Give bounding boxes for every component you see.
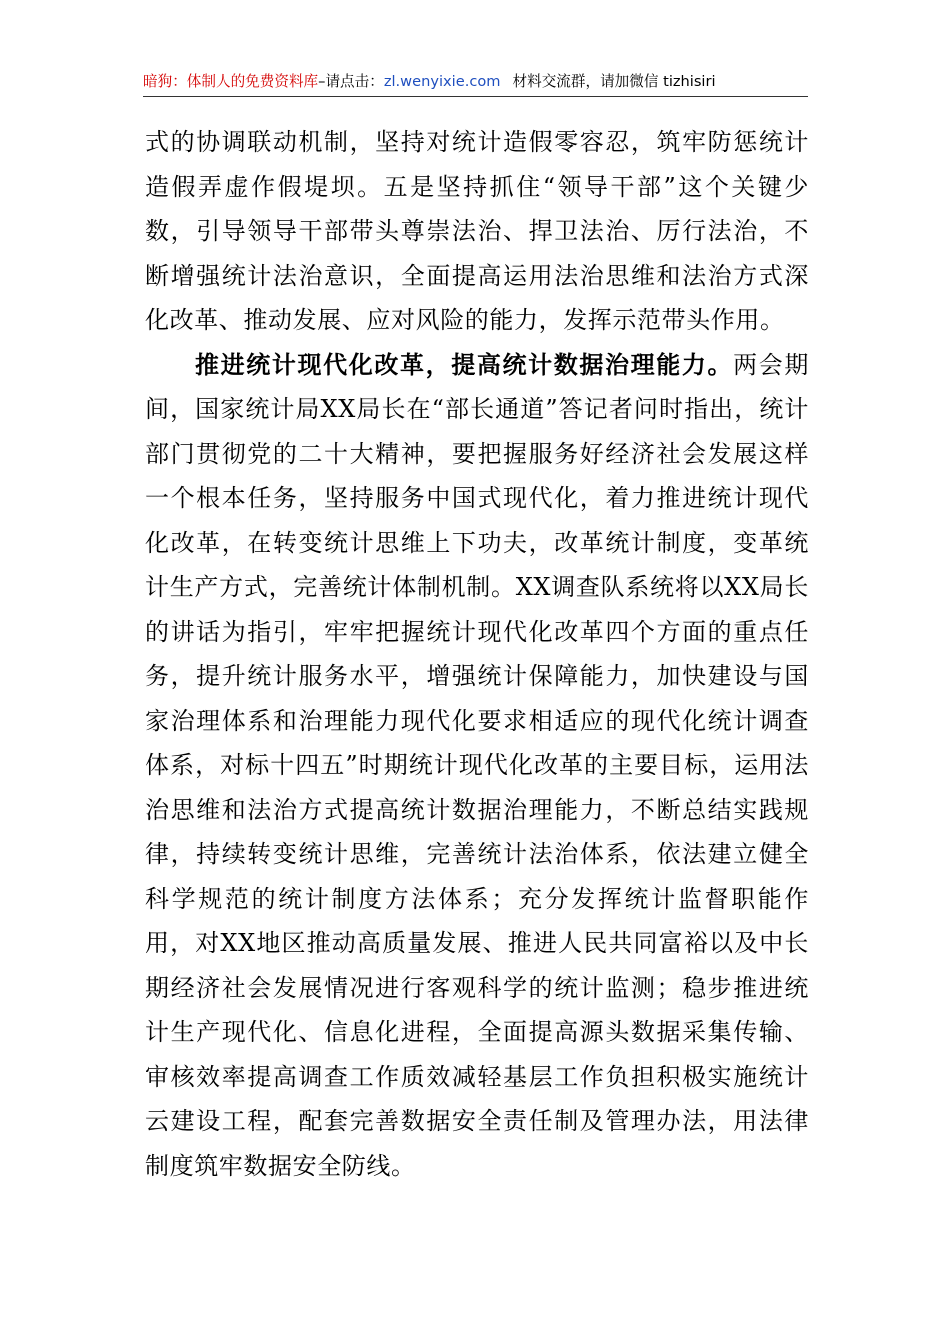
header-prompt: –请点击： (318, 73, 384, 90)
paragraph-statistics-reform (145, 343, 809, 1189)
page-header (143, 72, 808, 96)
paragraph-continuation (145, 120, 809, 343)
header-link[interactable]: zl.wenyixie.com (383, 73, 501, 90)
header-divider (143, 96, 808, 97)
header-brand: 暗狗：体制人的免费资料库 (143, 73, 319, 90)
document-body (145, 120, 809, 1188)
paragraph-text: 两会期间，国家统计局XX局长在“部长通道”答记者问时指出，统计部门贯彻党的二十大精神，要把握服务好经济社会发展这样一个根本任务，坚持服务中国式现代化，着力推进统计现代化改革，在转变统计思维上下功夫，改革统计制度，变革统计生产方式，完善统计体制机制。XX调查队系统将以XX局长的讲话为指引，牢牢把握统计现代化改革四个方面的重点任务，提升统计服务水平，增强统计保障能力，加快建设与国家治理体系和治理能力现代化要求相适应的现代化统计调查体系，对标十四五”时期统计现代化改革的主要目标，运用法治思维和法治方式提高统计数据治理能力，不断总结实践规律，持续转变统计思维，完善统计法治体系，依法建立健全科学规范的统计制度方法体系；充分发挥统计监督职能作用，对XX地区推动高质量发展、推进人民共同富裕以及中长期经济社会发展情况进行客观科学的统计监测；稳步推进统计生产现代化、信息化进程，全面提高源头数据采集传输、审核效率提高调查工作质效减轻基层工作负担积极实施统计云建设工程，配套完善数据安全责任制及管理办法，用法律制度筑牢数据安全防线。 (145, 350, 809, 1180)
paragraph-heading: 推进统计现代化改革，提高统计数据治理能力。 (195, 349, 734, 379)
header-group-info: 材料交流群，请加微信 tizhisiri (512, 73, 716, 90)
paragraph-text: 式的协调联动机制，坚持对统计造假零容忍，筑牢防惩统计造假弄虚作假堤坝。五是坚持抓住“领导干部”这个关键少数，引导领导干部带头尊崇法治、捍卫法治、厉行法治，不断增强统计法治意识，全面提高运用法治思维和法治方式深化改革、推动发展、应对风险的能力，发挥示范带头作用。 (145, 128, 809, 334)
